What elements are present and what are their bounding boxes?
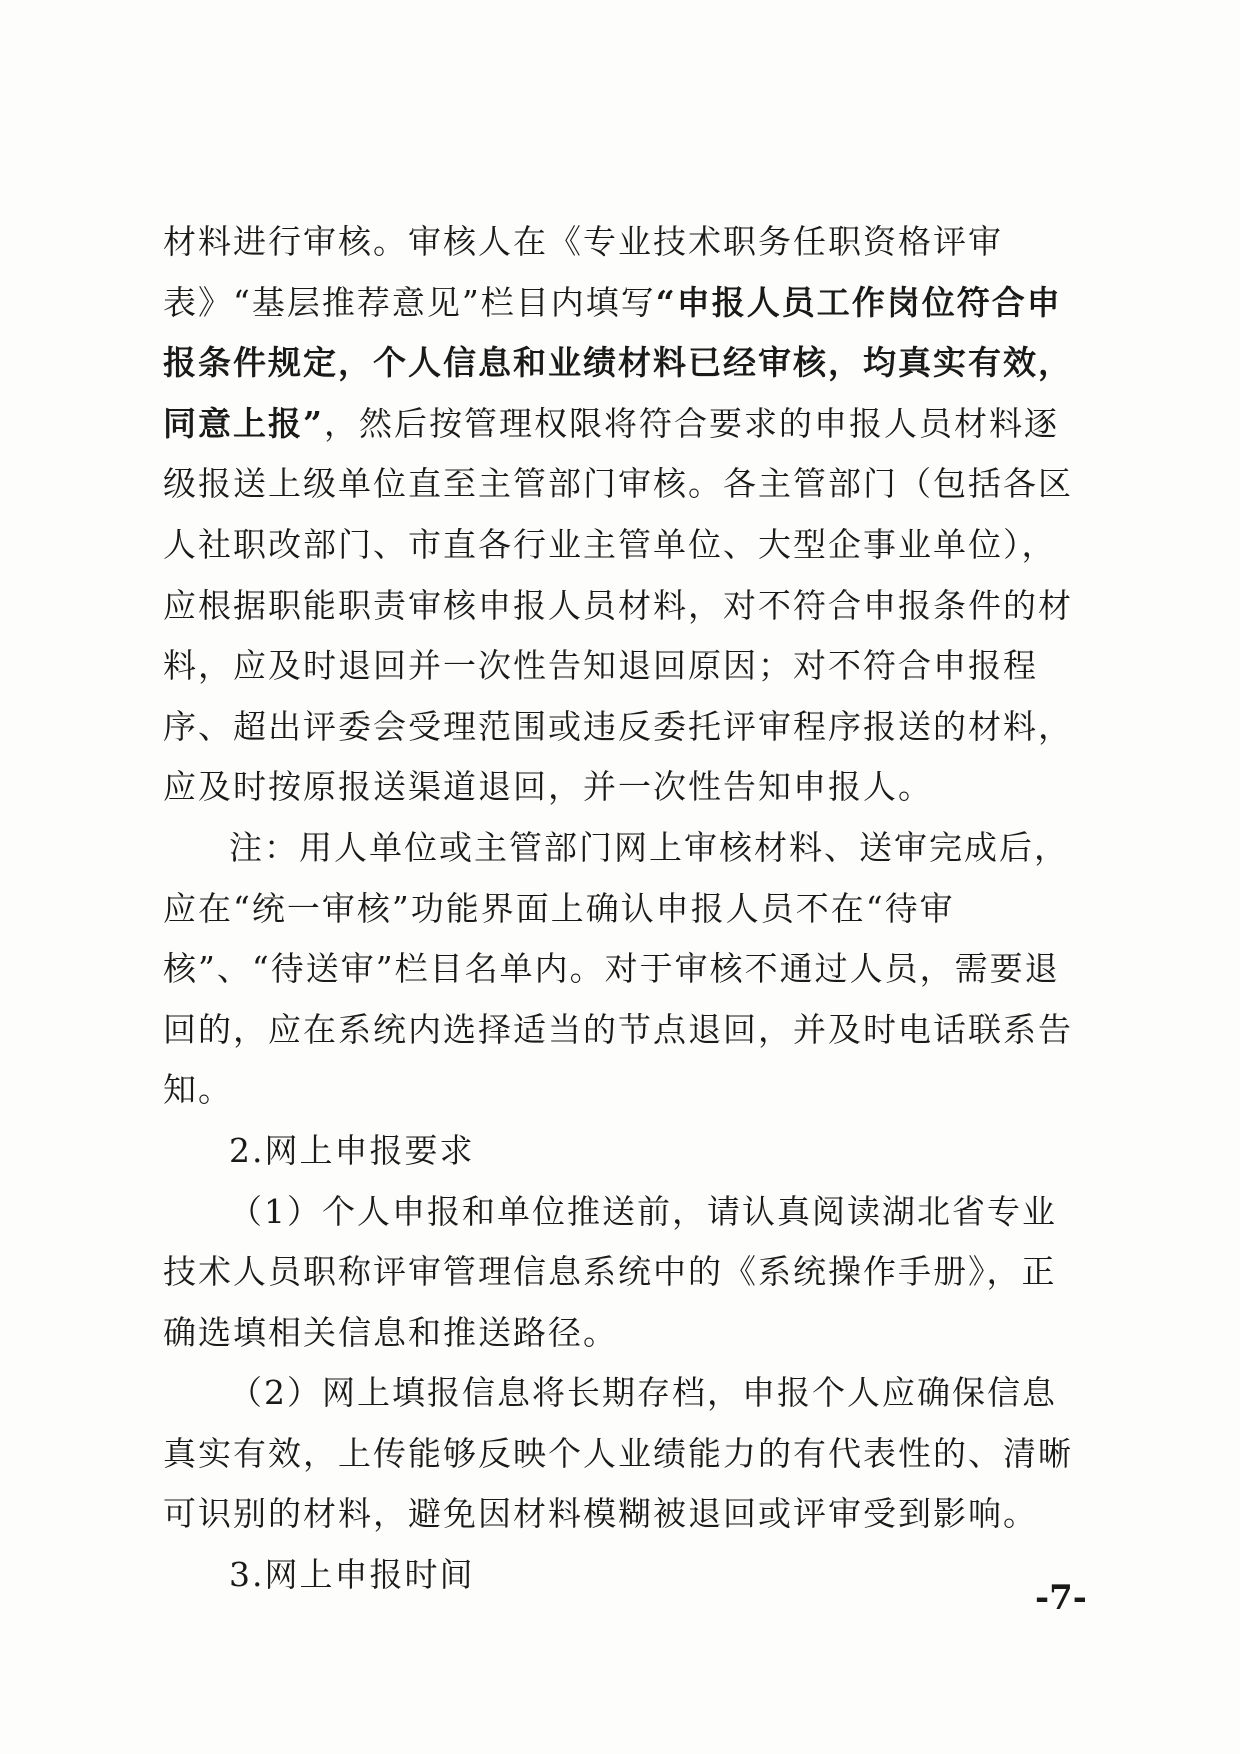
bold-text-segment: “申报人员工作岗位符合申报条件规定，个人信息和业绩材料已经审核，均真实有效，同意上报”	[163, 282, 1073, 443]
document-body	[163, 212, 1087, 1606]
page-number: -7-	[1035, 1578, 1087, 1618]
paragraph	[163, 818, 1087, 1121]
text-segment: （2）网上填报信息将长期存档，申报个人应确保信息真实有效，上传能够反映个人业绩能力的有代表性的、清晰可识别的材料，避免因材料模糊被退回或评审受到影响。	[163, 1373, 1073, 1534]
text-segment: 3.网上申报时间	[229, 1555, 475, 1595]
paragraph	[163, 1121, 1087, 1182]
text-segment: 材料进行审核。审核人在《专业技术职务任职资格评审表》“基层推荐意见”栏目内填写	[163, 222, 1003, 322]
paragraph	[163, 1363, 1087, 1545]
text-segment: （1）个人申报和单位推送前，请认真阅读湖北省专业技术人员职称评审管理信息系统中的《系统操作手册》，正确选填相关信息和推送路径。	[163, 1191, 1057, 1352]
text-segment: ，然后按管理权限将符合要求的申报人员材料逐级报送上级单位直至主管部门审核。各主管部门（包括各区人社职改部门、市直各行业主管单位、大型企事业单位），应根据职能职责审核申报人员材料，对不符合申报条件的材料，应及时退回并一次性告知退回原因；对不符合申报程序、超出评委会受理范围或违反委托评审程序报送的材料，应及时按原报送渠道退回，并一次性告知申报人。	[163, 403, 1073, 807]
paragraph	[163, 212, 1087, 818]
text-segment: 注：用人单位或主管部门网上审核材料、送审完成后，应在“统一审核”功能界面上确认申报人员不在“待审核”、“待送审”栏目名单内。对于审核不通过人员，需要退回的，应在系统内选择适当的节点退回，并及时电话联系告知。	[163, 827, 1073, 1110]
text-segment: 2.网上申报要求	[229, 1130, 475, 1170]
paragraph	[163, 1545, 1087, 1606]
paragraph	[163, 1182, 1087, 1364]
